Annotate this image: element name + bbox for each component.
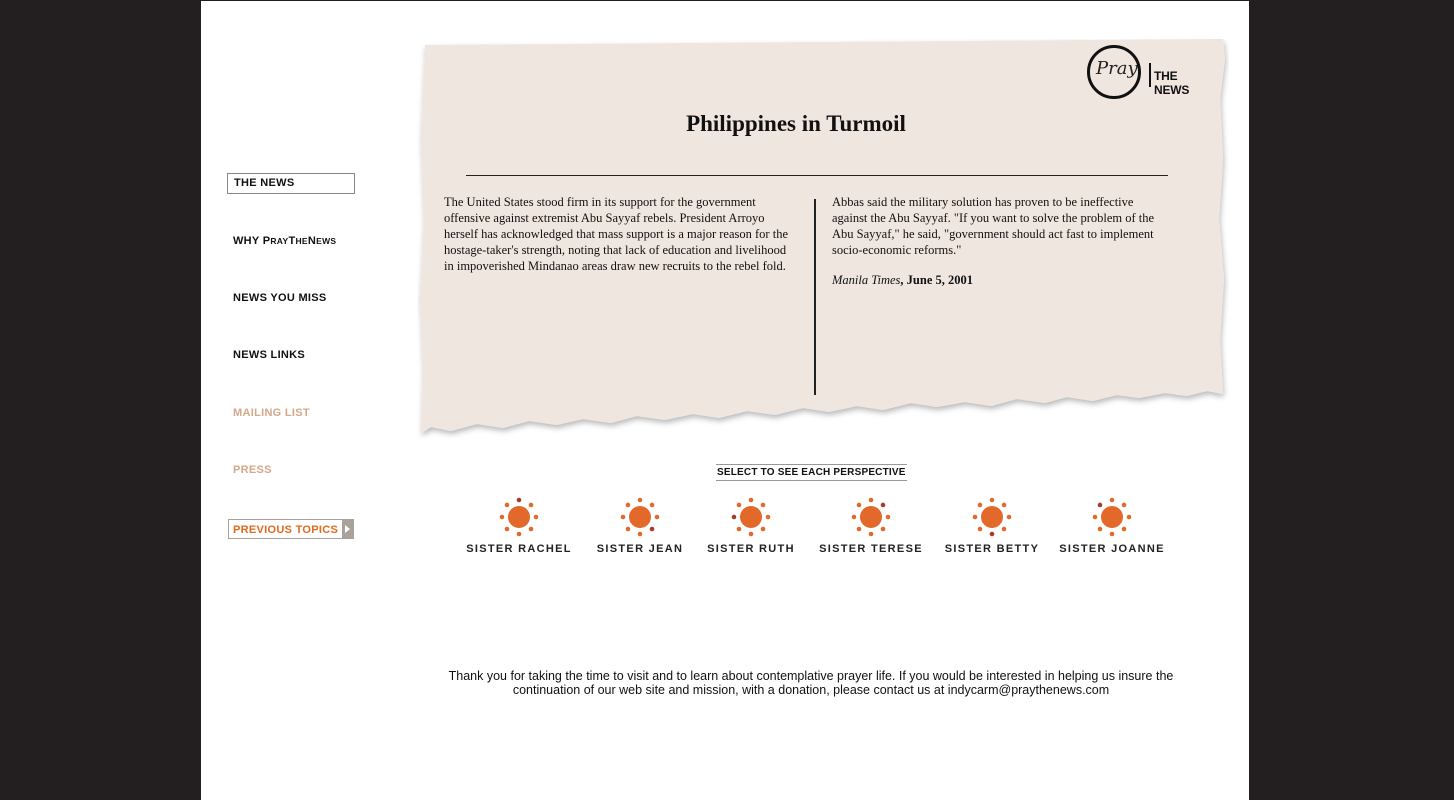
previous-topics-button[interactable]: [228, 519, 354, 539]
sister-jean-link[interactable]: [580, 495, 700, 555]
sister-ruth-link[interactable]: [691, 495, 811, 555]
sun-icon: [618, 495, 662, 539]
nav-the-news[interactable]: THE NEWS: [227, 173, 355, 194]
logo-pray-script: Pray: [1096, 58, 1138, 79]
logo-the-news: THE NEWS: [1154, 69, 1190, 97]
article-quote: Abbas said the military solution has proven to be ineffective against the Abu Sayyaf. "If you want to solve the problem of the Abu Sayyaf," he said, "government should act fast to implement socio-economic reforms.": [832, 195, 1155, 257]
footer-line-1: Thank you for taking the time to visit and to learn about contemplative prayer life. If you would be interested in helping us insure the: [448, 669, 1174, 683]
sun-icon: [729, 495, 773, 539]
sister-name: SISTER BETTY: [944, 543, 1040, 555]
sister-name: SISTER JEAN: [596, 543, 684, 555]
article-source: [832, 272, 1167, 288]
logo-divider: [1149, 63, 1151, 87]
sister-joanne-link[interactable]: [1052, 495, 1172, 555]
column-divider: [814, 199, 816, 395]
sun-icon: [970, 495, 1014, 539]
nav-news-you-miss[interactable]: NEWS YOU MISS: [233, 292, 327, 304]
sister-rachel-link[interactable]: [459, 495, 579, 555]
article-title: Philippines in Turmoil: [686, 111, 906, 136]
nav-press[interactable]: PRESS: [233, 464, 272, 476]
article-right-column: [832, 194, 1167, 288]
source-date: , June 5, 2001: [900, 273, 973, 287]
sun-icon: [849, 495, 893, 539]
sister-name: SISTER RUTH: [707, 543, 795, 555]
source-publication: Manila Times: [832, 273, 901, 287]
sister-name: SISTER JOANNE: [1059, 543, 1165, 555]
select-perspective-label: SELECT TO SEE EACH PERSPECTIVE: [716, 464, 907, 481]
previous-topics-label: PREVIOUS TOPICS: [233, 524, 339, 536]
arrow-right-icon: [342, 520, 353, 538]
nav-why-praythenews[interactable]: WHY PRAYTHENEWS: [233, 235, 337, 247]
sister-name: SISTER RACHEL: [466, 543, 572, 555]
footer-message: [411, 669, 1211, 697]
nav-news-links[interactable]: NEWS LINKS: [233, 349, 306, 361]
footer-line-2: continuation of our web site and mission, with a donation, please contact us at indycarm@praythenews.com: [512, 683, 1110, 697]
title-rule: [466, 175, 1168, 176]
sister-name: SISTER TERESE: [819, 543, 923, 555]
praythenews-logo[interactable]: [1087, 45, 1211, 107]
nav-mailing-list[interactable]: MAILING LIST: [233, 407, 310, 419]
sister-betty-link[interactable]: [932, 495, 1052, 555]
article-left-column: The United States stood firm in its support for the government offensive against extremist Abu Sayyaf rebels. President Arroyo herself has acknowledged that mass support is a major reason for the hostage-taker's strength, noting that lack of education and livelihood in impoverished Mindanao areas draw new recruits to the rebel fold.: [444, 195, 788, 273]
sister-terese-link[interactable]: [811, 495, 931, 555]
sun-icon: [497, 495, 541, 539]
page: [201, 1, 1249, 800]
sun-icon: [1090, 495, 1134, 539]
